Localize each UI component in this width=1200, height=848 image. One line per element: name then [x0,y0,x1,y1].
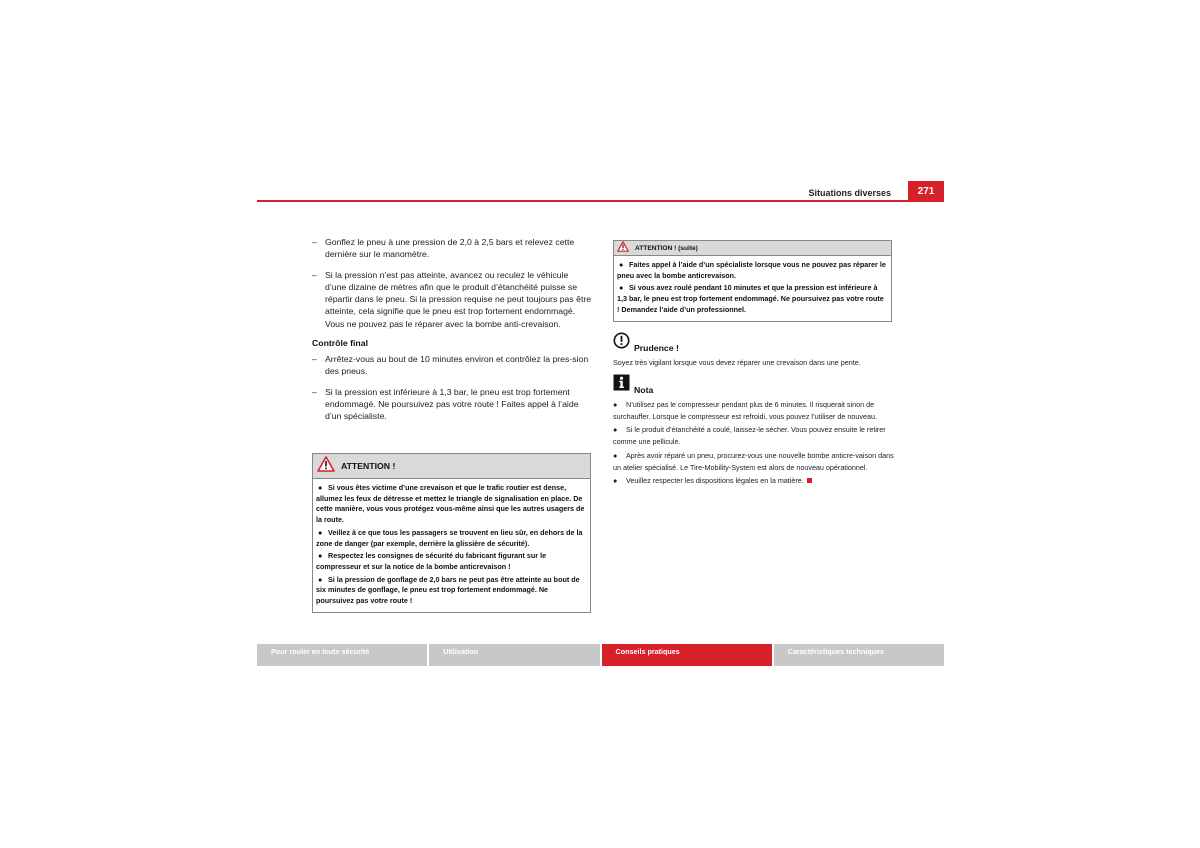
page-section-title: Situations diverses [808,188,891,198]
tab-technical-specs[interactable]: Caractéristiques techniques [774,644,944,666]
info-note [613,374,895,489]
warning-triangle-icon [617,239,629,257]
warning-box [312,453,591,613]
caution-title: Prudence ! [634,343,679,353]
header-rule [257,200,944,202]
page-number: 271 [908,181,944,201]
warning-item: ● Si la pression de gonflage de 2,0 bars ne peut pas être atteinte au bout de six minutes de gonflage, le pneu est trop fortement endommagé. Ne poursuivez pas votre route ! [316,574,580,606]
caution-text: Soyez très vigilant lorsque vous devez réparer une crevaison dans une pente. [613,358,861,367]
caution-note [613,332,895,369]
list-item: – Arrêtez-vous au bout de 10 minutes environ et contrôlez la pres-sion des pneus. [312,354,589,377]
warning-item: ● Veillez à ce que tous les passagers se trouvent en lieu sûr, en dehors de la zone de danger (par exemple, derrière la glissière de sécurité). [316,527,583,548]
note-item: ● Veuillez respecter les dispositions légales en la matière. [613,475,895,487]
note-item: ● N’utilisez pas le compresseur pendant plus de 6 minutes. Il risquerait sinon de surchauffer. Lorsque le compresseur est refroidi, vous pouvez l’utiliser de nouveau. [613,400,877,421]
warning-box-header [313,454,590,479]
left-column [312,236,592,431]
warning-item: ● Faites appel à l’aide d’un spécialiste lorsque vous ne pouvez pas réparer le pneu avec la bombe anticrevaison. [617,260,886,280]
warning-title: ATTENTION ! [341,461,396,471]
warning-box-header [614,241,891,256]
warning-item: ● Si vous êtes victime d’une crevaison et que le trafic routier est dense, allumez les feux de détresse et mettez le triangle de signalisation en place. De cette manière, vous vous protégez vous-même ainsi que les autres usagers de la route. [316,483,585,525]
warning-box-continued [613,240,892,322]
footer-nav [257,644,944,666]
list-item: – Si la pression n’est pas atteinte, avancez ou reculez le véhicule d’une dizaine de mètres afin que le produit d’étanchéité puisse se répartir dans le pneu. Si la pression requise ne peut toujours pas être atteinte, cela signifie que le pneu est trop fortement endommagé. Vous ne pouvez pas le réparer avec la bombe anti-crevaison. [312,269,592,329]
info-title: Nota [634,385,654,395]
tab-practical-tips[interactable]: Conseils pratiques [602,644,772,666]
list-item: – Gonflez le pneu à une pression de 2,0 à 2,5 bars et relevez cette dernière sur le manomètre. [312,237,575,260]
tab-usage[interactable]: Utilisation [429,644,599,666]
warning-item: ● Respectez les consignes de sécurité du fabricant figurant sur le compresseur et sur la notice de la bombe anticrevaison ! [316,551,547,571]
warning-item: ● Si vous avez roulé pendant 10 minutes et que la pression est inférieure à 1,3 bar, le pneu est trop fortement endommagé. Ne poursuivez pas votre route ! Demandez l’aide d’un professionnel. [617,283,884,314]
warning-title: ATTENTION ! (suite) [635,244,698,252]
note-item: ● Après avoir réparé un pneu, procurez-vous une nouvelle bombe anticre-vaison dans un atelier spécialisé. Le Tire-Mobility-System est alors de nouveau opérationnel. [613,450,894,472]
note-item: ● Si le produit d’étanchéité a coulé, laissez-le sécher. Vous pouvez ensuite le retirer comme une pellicule. [613,425,886,447]
warning-triangle-icon [317,456,335,477]
list-item: – Si la pression est inférieure à 1,3 bar, le pneu est trop fortement endommagé. Ne poursuivez pas votre route ! Faites appel à l’aide d’un spécialiste. [312,386,579,422]
tab-safety[interactable]: Pour rouler en toute sécurité [257,644,427,666]
exclamation-circle-icon [613,332,630,354]
section-end-mark [807,478,812,483]
subheading: Contrôle final [312,338,368,349]
info-square-icon [613,374,630,396]
